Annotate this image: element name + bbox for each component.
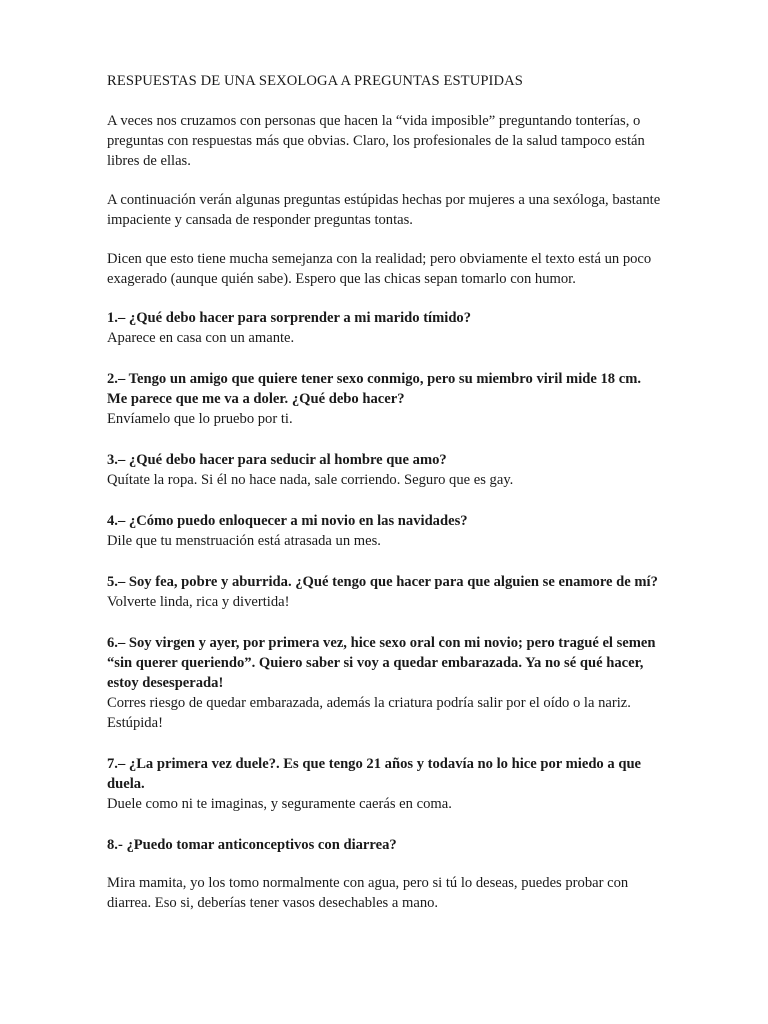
question-1: 1.– ¿Qué debo hacer para sorprender a mi marido tímido?: [107, 310, 472, 326]
qa-item-6: [107, 633, 662, 733]
intro-paragraph-1: A veces nos cruzamos con personas que hacen la “vida imposible” preguntando tonterías, o preguntas con respuestas más que obvias. Claro, los profesionales de la salud tampoco están libres de ellas.: [107, 113, 645, 169]
answer-2: Envíamelo que lo pruebo por ti.: [107, 411, 293, 427]
question-2: 2.– Tengo un amigo que quiere tener sexo conmigo, pero su miembro viril mide 18 cm. Me parece que me va a doler. ¿Qué debo hacer?: [107, 371, 642, 407]
qa-item-2: [107, 369, 662, 429]
question-6: 6.– Soy virgen y ayer, por primera vez, hice sexo oral con mi novio; pero tragué el semen “sin querer queriendo”. Quiero saber si voy a quedar embarazada. Ya no sé qué hacer, estoy desesperada!: [107, 635, 656, 691]
qa-item-3: [107, 450, 662, 490]
intro-paragraph-3: Dicen que esto tiene mucha semejanza con la realidad; pero obviamente el texto está un poco exagerado (aunque quién sabe). Espero que las chicas sepan tomarlo con humor.: [107, 251, 652, 287]
answer-6: Corres riesgo de quedar embarazada, además la criatura podría salir por el oído o la nariz. Estúpida!: [107, 695, 631, 731]
answer-5: Volverte linda, rica y divertida!: [107, 594, 290, 610]
document-title: RESPUESTAS DE UNA SEXOLOGA A PREGUNTAS ESTUPIDAS: [107, 73, 524, 89]
answer-8: Mira mamita, yo los tomo normalmente con agua, pero si tú lo deseas, puedes probar con diarrea. Eso si, deberías tener vasos desechables a mano.: [107, 875, 629, 911]
qa-item-1: [107, 308, 662, 348]
question-4: 4.– ¿Cómo puedo enloquecer a mi novio en las navidades?: [107, 513, 468, 529]
document-page: [107, 71, 662, 934]
question-7: 7.– ¿La primera vez duele?. Es que tengo 21 años y todavía no lo hice por miedo a que duela.: [107, 756, 642, 792]
answer-4: Dile que tu menstruación está atrasada un mes.: [107, 533, 381, 549]
qa-item-5: [107, 572, 662, 612]
qa-item-4: [107, 511, 662, 551]
qa-item-8: [107, 835, 662, 913]
answer-3: Quítate la ropa. Si él no hace nada, sale corriendo. Seguro que es gay.: [107, 472, 514, 488]
intro-paragraph-2: A continuación verán algunas preguntas estúpidas hechas por mujeres a una sexóloga, bastante impaciente y cansada de responder preguntas tontas.: [107, 192, 661, 228]
question-5: 5.– Soy fea, pobre y aburrida. ¿Qué tengo que hacer para que alguien se enamore de mí?: [107, 574, 658, 590]
qa-item-7: [107, 754, 662, 814]
answer-7: Duele como ni te imaginas, y seguramente caerás en coma.: [107, 796, 452, 812]
question-8: 8.- ¿Puedo tomar anticonceptivos con diarrea?: [107, 837, 397, 853]
question-3: 3.– ¿Qué debo hacer para seducir al hombre que amo?: [107, 452, 447, 468]
answer-1: Aparece en casa con un amante.: [107, 330, 295, 346]
